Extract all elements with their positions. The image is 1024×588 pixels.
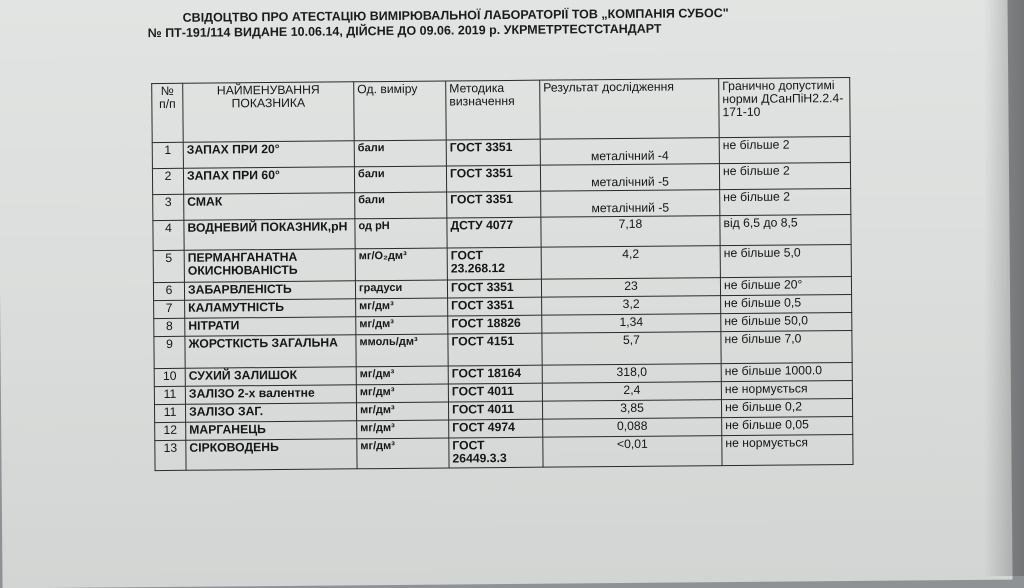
- cell-method: ГОСТ 26449.3.3: [449, 437, 543, 468]
- cell-unit: бали: [354, 166, 446, 193]
- cell-name: ЗАПАХ ПРИ 20°: [183, 141, 354, 168]
- col-header-unit: Од. виміру: [354, 81, 447, 141]
- cell-name: СУХИЙ ЗАЛИШОК: [185, 367, 356, 386]
- cell-unit: мг/О₂дм³: [355, 248, 447, 281]
- results-table: [151, 77, 853, 471]
- page-edge-shadow: [984, 0, 1024, 576]
- certificate-number: № ПТ-191/114 ВИДАНЕ 10.06.14, ДІЙСНЕ ДО 09.06. 2019 р. УКРМЕТРТЕСТСТАНДАРТ: [147, 21, 662, 41]
- cell-result: 2,4: [542, 382, 721, 402]
- cell-name: НІТРАТИ: [185, 317, 356, 336]
- cell-method: ГОСТ 4151: [448, 333, 542, 366]
- cell-method: ГОСТ 4011: [448, 383, 542, 402]
- cell-unit: мг/дм³: [356, 316, 448, 335]
- cell-name: ЗАЛІЗО 2-х валентне: [185, 385, 356, 404]
- cell-name: ЖОРСТКІСТЬ ЗАГАЛЬНА: [185, 335, 356, 368]
- cell-method: ГОСТ 3351: [446, 139, 540, 166]
- col-header-method: Методика визначення: [446, 80, 541, 140]
- cell-name: СІРКОВОДЕНЬ: [186, 439, 357, 470]
- table-header-row: [152, 77, 850, 142]
- cell-result: 7,18: [541, 216, 720, 248]
- cell-method: ГОСТ 3351: [447, 191, 541, 218]
- cell-name: МАРГАНЕЦЬ: [186, 421, 357, 440]
- col-header-name: НАЙМЕНУВАННЯ ПОКАЗНИКА: [183, 82, 355, 142]
- cell-result-text: металічний -5: [591, 174, 669, 190]
- cell-name: ВОДНЕВИЙ ПОКАЗНИК,рН: [184, 219, 355, 250]
- cell-result: 5,7: [542, 332, 721, 366]
- cell-unit: мг/дм³: [356, 402, 448, 421]
- cell-num: 9: [154, 336, 185, 368]
- table-body: [152, 136, 853, 470]
- cell-name: ПЕРМАНГАНАТНА ОКИСНЮВАНІСТЬ: [184, 249, 355, 282]
- cell-name: ЗАЛІЗО ЗАГ.: [185, 403, 356, 422]
- cell-num: 8: [154, 318, 185, 336]
- table-row: [155, 434, 853, 470]
- cell-method: ГОСТ 3351: [446, 165, 540, 192]
- cell-limit: не більше 2: [719, 162, 850, 189]
- cell-result: 318,0: [542, 364, 721, 384]
- cell-result: 3,85: [542, 400, 721, 420]
- cell-limit: не більше 5,0: [720, 244, 851, 277]
- cell-limit: не більше 1000.0: [721, 362, 852, 381]
- cell-limit: не більше 0,2: [721, 398, 852, 417]
- cell-limit: не більше 2: [720, 188, 851, 215]
- cell-limit: від 6,5 до 8,5: [720, 214, 851, 245]
- cell-limit: не більше 50,0: [721, 312, 852, 331]
- cell-method: ГОСТ 18164: [448, 365, 542, 384]
- cell-name: СМАК: [184, 193, 355, 220]
- cell-method: ДСТУ 4077: [447, 217, 541, 248]
- document-header: [148, 5, 848, 41]
- cell-name: ЗАПАХ ПРИ 60°: [183, 167, 354, 194]
- cell-num: 4: [153, 220, 184, 250]
- col-header-limit: Гранично допустимі норми ДСанПіН2.2.4-171-10: [719, 77, 851, 137]
- cell-result: 1,34: [542, 314, 721, 334]
- cell-result: [540, 164, 719, 192]
- cell-num: 3: [153, 194, 184, 220]
- cell-limit: не більше 20°: [720, 276, 851, 295]
- cell-limit: не більше 7,0: [721, 330, 852, 363]
- cell-result: 3,2: [542, 296, 721, 316]
- cell-result-text: металічний -5: [591, 200, 670, 216]
- cell-unit: мг/дм³: [356, 366, 448, 385]
- cell-num: 7: [154, 300, 185, 318]
- cell-result: 4,2: [541, 246, 720, 280]
- col-header-result: Результат дослідження: [540, 79, 720, 140]
- cell-result-text: металічний -4: [590, 148, 669, 164]
- cell-name: КАЛАМУТНІСТЬ: [185, 299, 356, 318]
- cell-limit: не більше 0,05: [722, 416, 853, 435]
- cell-method: ГОСТ 3351: [447, 279, 541, 298]
- cell-unit: бали: [355, 192, 447, 219]
- cell-result: [541, 190, 720, 218]
- cell-limit: не більше 2: [719, 136, 850, 163]
- cell-unit: градуси: [355, 280, 447, 299]
- cell-result: 0,088: [543, 418, 722, 438]
- cell-result: 23: [541, 278, 720, 298]
- cell-num: 11: [154, 404, 185, 422]
- cell-limit: не нормується: [721, 380, 852, 399]
- cell-unit: мг/дм³: [356, 298, 448, 317]
- cell-num: 1: [152, 142, 183, 168]
- cell-num: 11: [154, 386, 185, 404]
- cell-method: ГОСТ 23.268.12: [447, 247, 541, 280]
- cell-method: ГОСТ 4974: [449, 419, 543, 438]
- cell-unit: мг/дм³: [357, 420, 449, 439]
- cell-num: 6: [153, 282, 184, 300]
- cell-unit: мг/дм³: [356, 384, 448, 403]
- cell-num: 5: [153, 250, 184, 282]
- cell-unit: бали: [354, 140, 446, 167]
- cell-unit: мг/дм³: [357, 438, 449, 469]
- cell-unit: ммоль/дм³: [356, 334, 448, 367]
- cell-method: ГОСТ 4011: [448, 401, 542, 420]
- cell-num: 13: [155, 440, 186, 470]
- cell-num: 12: [155, 422, 186, 440]
- cell-num: 10: [154, 368, 185, 386]
- cell-method: ГОСТ 3351: [448, 297, 542, 316]
- certificate-title: СВІДОЦТВО ПРО АТЕСТАЦІЮ ВИМІРЮВАЛЬНОЇ ЛАБОРАТОРІЇ ТОВ „КОМПАНІЯ СУБОС": [182, 6, 729, 25]
- cell-limit: не більше 0,5: [721, 294, 852, 313]
- cell-result: [540, 138, 719, 166]
- col-header-num: № п/п: [152, 83, 184, 142]
- cell-unit: од рН: [355, 218, 447, 249]
- cell-limit: не нормується: [722, 434, 853, 465]
- cell-method: ГОСТ 18826: [448, 315, 542, 334]
- cell-name: ЗАБАРВЛЕНІСТЬ: [184, 281, 355, 300]
- cell-result: <0,01: [543, 436, 722, 468]
- cell-num: 2: [152, 168, 183, 194]
